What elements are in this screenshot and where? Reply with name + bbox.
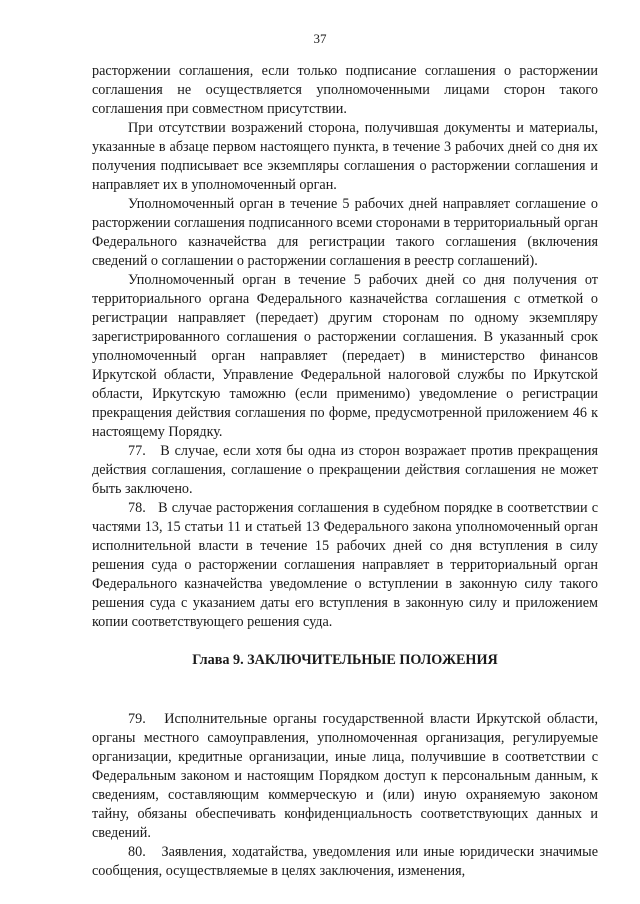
paragraph-registration-notice: Уполномоченный орган в течение 5 рабочих дней со дня получения от территориального органа Федерального казначейства соглашения с отметкой о регистрации направляет (передает) другим сторонам по одному экземпляру зарегистрированного соглашения о расторжении соглашения. В указанный срок уполномоченный орган направляет (передает) в министерство финансов Иркутской области, Управление Федеральной налоговой службы по Иркутской области, Иркутскую таможню (если применимо) уведомление о регистрации прекращения действия соглашения по форме, предусмотренной приложением 46 к настоящему Порядку. — [92, 272, 598, 440]
paragraph-78: 78. В случае расторжения соглашения в судебном порядке в соответствии с частями 13, 15 статьи 11 и статьей 13 Федерального закона уполномоченный орган исполнительной власти в течение 15 рабочих дней со дня вступления в силу решения суда о расторжении соглашения направляет в территориальный орган Федерального казначейства уведомление о вступлении в законную силу такого решения суда с указанием даты его вступления в законную силу и приложением копии соответствующего решения суда. — [92, 500, 598, 630]
paragraph-77: 77. В случае, если хотя бы одна из сторон возражает против прекращения действия соглашения, соглашение о прекращении действия соглашения не может быть заключено. — [92, 443, 598, 497]
paragraph-registration-send: Уполномоченный орган в течение 5 рабочих дней направляет соглашение о расторжении соглашения подписанного всеми сторонами в территориальный орган Федерального казначейства для регистрации такого соглашения (включения сведений о соглашении о расторжении соглашения в реестр соглашений). — [92, 196, 598, 269]
paragraph-continuation: расторжении соглашения, если только подписание соглашения о расторжении соглашения не осуществляется уполномоченными лицами сторон такого соглашения при совместном присутствии. — [92, 63, 598, 117]
paragraph-80: 80. Заявления, ходатайства, уведомления или иные юридически значимые сообщения, осуществляемые в целях заключения, изменения, — [92, 844, 598, 879]
paragraph-objections: При отсутствии возражений сторона, получившая документы и материалы, указанные в абзаце первом настоящего пункта, в течение 3 рабочих дней со дня их получения подписывает все экземпляры соглашения о расторжении соглашения и направляет их в уполномоченный орган. — [92, 120, 598, 193]
paragraph-79: 79. Исполнительные органы государственной власти Иркутской области, органы местного самоуправления, уполномоченная организация, регулируемые организации, кредитные организации, иные лица, получившие в соответствии с Федеральным законом и настоящим Порядком доступ к персональным данным, к сведениям, составляющим коммерческую и (или) иную охраняемую законом тайну, обязаны обеспечивать конфиденциальность соответствующих данных и сведений. — [92, 711, 598, 841]
page-number: 37 — [313, 31, 327, 46]
chapter-heading: Глава 9. ЗАКЛЮЧИТЕЛЬНЫЕ ПОЛОЖЕНИЯ — [192, 652, 498, 668]
document-body — [92, 62, 598, 881]
